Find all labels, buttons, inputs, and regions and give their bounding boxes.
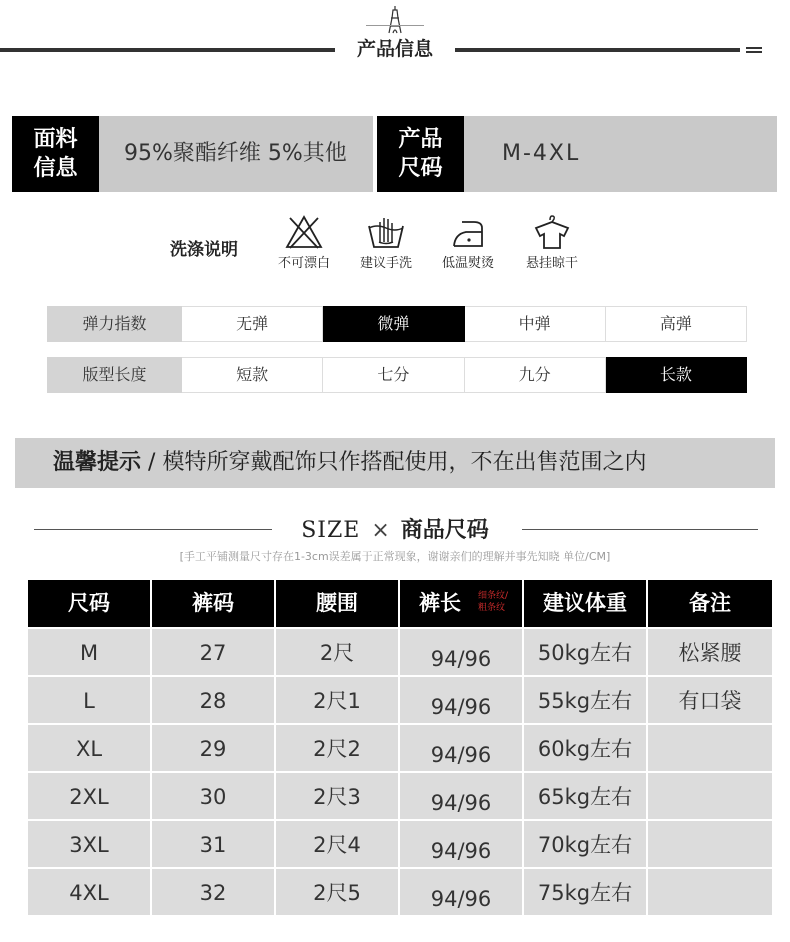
- cell-length: 94/96: [400, 819, 524, 867]
- size-note: [手工平铺测量尺寸存在1-3cm误差属于正常现象，谢谢亲们的理解并事先知晓 单位/CM]: [179, 550, 611, 563]
- size-label-line1: 产品: [398, 127, 443, 152]
- table-row: [28, 867, 772, 915]
- cell-pants-size: 28: [152, 675, 276, 723]
- cell-pants-size: 27: [152, 627, 276, 675]
- cell-length: 94/96: [400, 627, 524, 675]
- size-label: [377, 116, 464, 192]
- size-rule-right: [522, 529, 758, 530]
- fabric-value: 95%聚酯纤维 5%其他: [124, 141, 347, 166]
- header-size: 尺码: [28, 580, 152, 627]
- length-note-line1: 细条纹/: [478, 591, 509, 601]
- header-length: [400, 580, 524, 627]
- cell-size: 3XL: [28, 819, 152, 867]
- cell-size: L: [28, 675, 152, 723]
- washing-label: 洗涤说明: [170, 240, 238, 260]
- header-pants-size: 裤码: [152, 580, 276, 627]
- cell-pants-size: 29: [152, 723, 276, 771]
- cell-weight: 55kg左右: [524, 675, 648, 723]
- tower-icon: [385, 6, 405, 34]
- fabric-label-line2: 信息: [33, 156, 78, 181]
- wash-text: 低温熨烫: [441, 256, 494, 271]
- cell-size: XL: [28, 723, 152, 771]
- length-option-selected: 长款: [606, 357, 747, 393]
- size-title-x: ×: [371, 518, 390, 543]
- size-rule-left: [34, 529, 272, 530]
- length-option: 七分: [323, 357, 464, 393]
- header-remark: 备注: [648, 580, 772, 627]
- length-stripe-note: [478, 590, 508, 614]
- fabric-label-line1: 面料: [33, 127, 78, 152]
- cell-waist: 2尺: [276, 627, 400, 675]
- cell-waist: 2尺5: [276, 867, 400, 915]
- cell-remark: [648, 771, 772, 819]
- cell-length: 94/96: [400, 723, 524, 771]
- cell-waist: 2尺4: [276, 819, 400, 867]
- cell-remark: [648, 723, 772, 771]
- elasticity-option: 中弹: [465, 306, 606, 342]
- table-row: [28, 771, 772, 819]
- elasticity-option-selected: 微弹: [323, 306, 464, 342]
- no-bleach-icon: [284, 214, 324, 250]
- table-row: [28, 723, 772, 771]
- wash-item-hand-wash: [346, 214, 426, 271]
- table-body: [28, 627, 772, 915]
- tips-title: 温馨提示: [53, 450, 142, 475]
- wash-item-hang-dry: [512, 214, 592, 271]
- elasticity-row: [47, 306, 747, 342]
- low-iron-icon: [448, 214, 488, 250]
- length-option: 九分: [465, 357, 606, 393]
- wash-item-low-iron: [428, 214, 508, 271]
- cell-weight: 50kg左右: [524, 627, 648, 675]
- tower-base-line: [366, 25, 424, 26]
- fabric-label: [12, 116, 99, 192]
- cell-remark: [648, 819, 772, 867]
- cell-weight: 65kg左右: [524, 771, 648, 819]
- cell-waist: 2尺1: [276, 675, 400, 723]
- tips-text: 模特所穿戴配饰只作搭配使用，不在出售范围之内: [162, 450, 647, 475]
- header-rule-right: [455, 48, 740, 52]
- header-waist: 腰围: [276, 580, 400, 627]
- table-row: [28, 819, 772, 867]
- wash-text: 建议手洗: [359, 256, 412, 271]
- cell-pants-size: 30: [152, 771, 276, 819]
- tips-separator: /: [148, 450, 156, 475]
- cell-weight: 75kg左右: [524, 867, 648, 915]
- header-rule-end: [746, 47, 762, 53]
- header-length-label: 裤长: [419, 591, 461, 615]
- length-option: 短款: [182, 357, 323, 393]
- cell-pants-size: 31: [152, 819, 276, 867]
- cell-length: 94/96: [400, 867, 524, 915]
- cell-pants-size: 32: [152, 867, 276, 915]
- cell-length: 94/96: [400, 771, 524, 819]
- header-rule-left: [0, 48, 335, 52]
- elasticity-label: 弹力指数: [47, 306, 182, 342]
- hang-dry-icon: [532, 214, 572, 250]
- elasticity-option: 无弹: [182, 306, 323, 342]
- cell-size: 2XL: [28, 771, 152, 819]
- wash-text: 悬挂晾干: [525, 256, 578, 271]
- cell-weight: 60kg左右: [524, 723, 648, 771]
- cell-remark: 有口袋: [648, 675, 772, 723]
- size-title-en: SIZE: [301, 518, 361, 543]
- size-table: [28, 580, 772, 915]
- hand-wash-icon: [366, 214, 406, 250]
- elasticity-option: 高弹: [606, 306, 747, 342]
- cell-remark: 松紧腰: [648, 627, 772, 675]
- cell-waist: 2尺3: [276, 771, 400, 819]
- cell-length: 94/96: [400, 675, 524, 723]
- wash-text: 不可漂白: [277, 256, 330, 271]
- size-section-title: [270, 513, 520, 544]
- header-weight: 建议体重: [524, 580, 648, 627]
- page-title: 产品信息: [356, 38, 433, 60]
- length-row: [47, 357, 747, 393]
- wash-item-no-bleach: [264, 214, 344, 271]
- size-label-line2: 尺码: [398, 156, 443, 181]
- table-row: [28, 627, 772, 675]
- size-value: M-4XL: [502, 141, 581, 166]
- tips-banner: [15, 438, 775, 488]
- length-label: 版型长度: [47, 357, 182, 393]
- length-note-line2: 粗条纹: [478, 603, 506, 613]
- cell-remark: [648, 867, 772, 915]
- cell-waist: 2尺2: [276, 723, 400, 771]
- size-title-cn: 商品尺码: [400, 518, 489, 543]
- cell-size: M: [28, 627, 152, 675]
- table-row: [28, 675, 772, 723]
- table-header: [28, 580, 772, 627]
- cell-weight: 70kg左右: [524, 819, 648, 867]
- cell-size: 4XL: [28, 867, 152, 915]
